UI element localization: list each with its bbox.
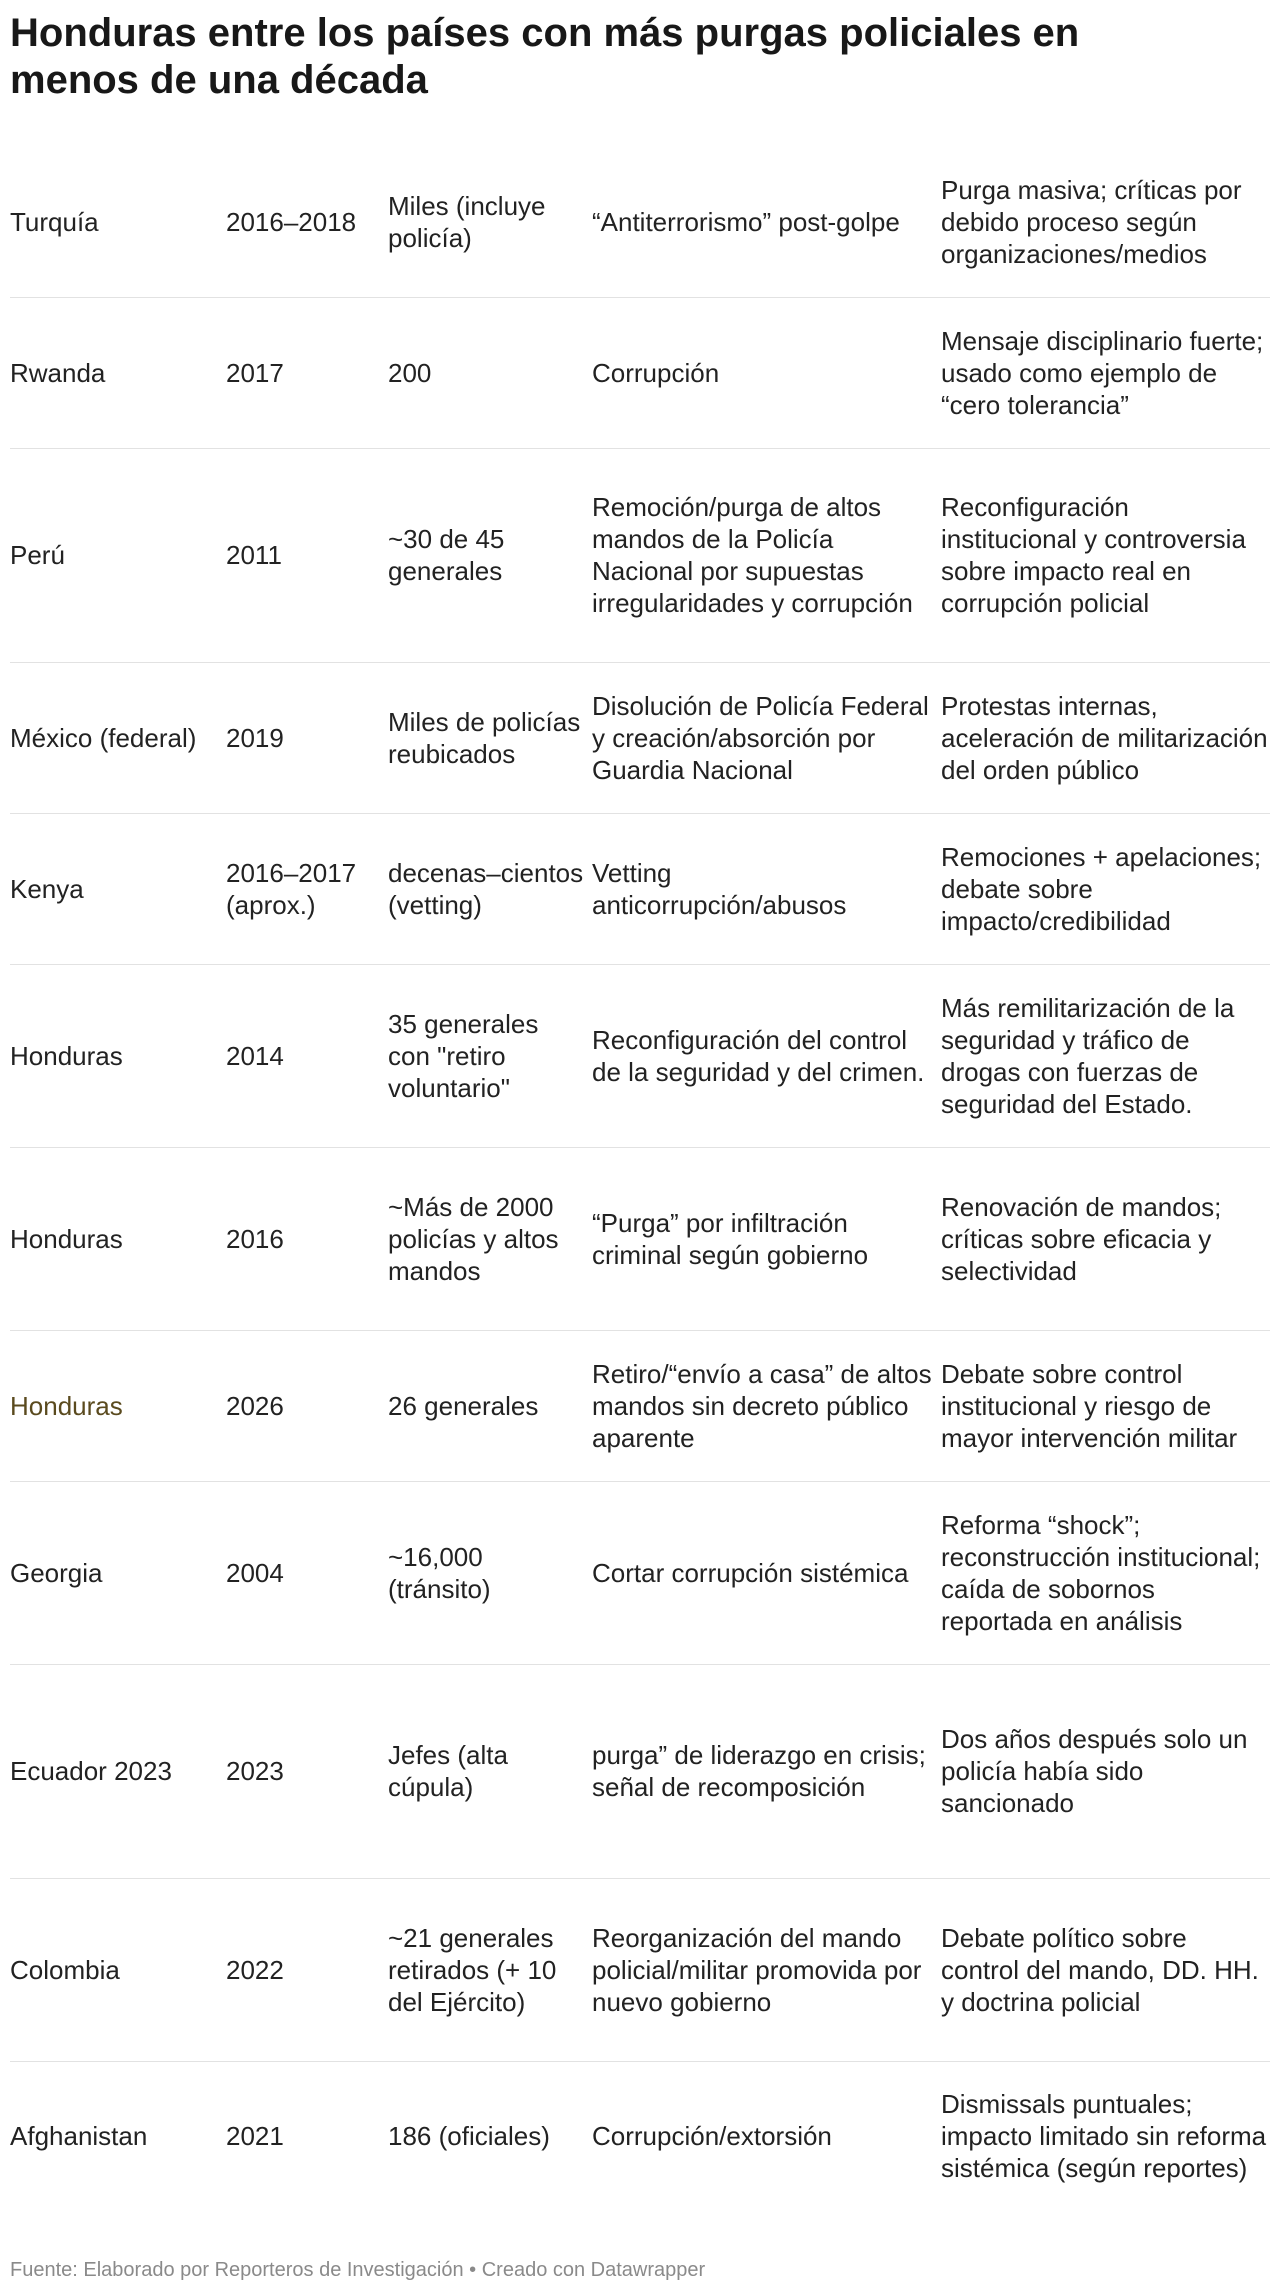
cell-reason: Vetting anticorrupción/abusos — [592, 813, 941, 964]
cell-year: 2016–2017 (aprox.) — [226, 813, 388, 964]
cell-count: Miles (incluye policía) — [388, 147, 592, 297]
cell-country: Ecuador 2023 — [10, 1664, 226, 1878]
cell-country: Colombia — [10, 1878, 226, 2061]
cell-outcome: Debate sobre control institucional y riesgo de mayor intervención militar — [941, 1330, 1270, 1481]
table-row — [10, 1664, 1270, 1878]
table-row — [10, 2061, 1270, 2211]
table-row — [10, 1878, 1270, 2061]
cell-reason: Corrupción — [592, 297, 941, 448]
cell-count: 26 generales — [388, 1330, 592, 1481]
cell-count: ~21 generales retirados (+ 10 del Ejército) — [388, 1878, 592, 2061]
cell-year: 2026 — [226, 1330, 388, 1481]
cell-count: Jefes (alta cúpula) — [388, 1664, 592, 1878]
table-row — [10, 1147, 1270, 1330]
cell-year: 2019 — [226, 662, 388, 813]
cell-outcome: Reconfiguración institucional y controversia sobre impacto real en corrupción policial — [941, 448, 1270, 662]
page — [10, 0, 1268, 2281]
cell-year: 2004 — [226, 1481, 388, 1664]
cell-outcome: Protestas internas, aceleración de militarización del orden público — [941, 662, 1270, 813]
table-row — [10, 448, 1270, 662]
cell-count: 186 (oficiales) — [388, 2121, 550, 2152]
cell-country: México (federal) — [10, 662, 226, 813]
cell-reason: Reorganización del mando policial/militar promovida por nuevo gobierno — [592, 1878, 941, 2061]
cell-reason: Remoción/purga de altos mandos de la Policía Nacional por supuestas irregularidades y corrupción — [592, 448, 941, 662]
table-row-highlighted — [10, 1330, 1270, 1481]
table-row — [10, 662, 1270, 813]
cell-reason: Corrupción/extorsión — [592, 2121, 832, 2152]
table-row — [10, 147, 1270, 297]
cell-outcome: Renovación de mandos; críticas sobre eficacia y selectividad — [941, 1147, 1270, 1330]
cell-outcome: Purga masiva; críticas por debido proceso según organizaciones/medios — [941, 147, 1270, 297]
cell-count: Miles de policías reubicados — [388, 662, 592, 813]
cell-year: 2022 — [226, 1878, 388, 2061]
cell-country: Perú — [10, 448, 226, 662]
cell-country: Honduras — [10, 1147, 226, 1330]
cell-outcome: Remociones + apelaciones; debate sobre impacto/credibilidad — [941, 813, 1270, 964]
cell-outcome: Más remilitarización de la seguridad y tráfico de drogas con fuerzas de seguridad del Estado. — [941, 964, 1270, 1147]
cell-country: Kenya — [10, 813, 226, 964]
cell-country: Afghanistan — [10, 2121, 148, 2152]
cell-year: 2014 — [226, 964, 388, 1147]
cell-year: 2021 — [226, 2121, 284, 2152]
cell-count: ~30 de 45 generales — [388, 448, 592, 662]
cell-count: ~Más de 2000 policías y altos mandos — [388, 1147, 592, 1330]
cell-reason: Reconfiguración del control de la seguridad y del crimen. — [592, 964, 941, 1147]
cell-outcome: Debate político sobre control del mando, DD. HH. y doctrina policial — [941, 1878, 1270, 2061]
cell-count: decenas–cientos (vetting) — [388, 813, 592, 964]
table-row — [10, 297, 1270, 448]
cell-count: 200 — [388, 297, 592, 448]
cell-outcome: Reforma “shock”; reconstrucción institucional; caída de sobornos reportada en análisis — [941, 1481, 1270, 1664]
cell-year: 2016–2018 — [226, 147, 388, 297]
cell-count: ~16,000 (tránsito) — [388, 1481, 592, 1664]
cell-country: Honduras — [10, 964, 226, 1147]
cell-reason: purga” de liderazgo en crisis; señal de recomposición — [592, 1664, 941, 1878]
chart-title: Honduras entre los países con más purgas policiales en menos de una década — [10, 11, 1080, 102]
cell-outcome: Mensaje disciplinario fuerte; usado como ejemplo de “cero tolerancia” — [941, 297, 1270, 448]
cell-year: 2017 — [226, 297, 388, 448]
cell-country: Georgia — [10, 1481, 226, 1664]
cell-year: 2016 — [226, 1147, 388, 1330]
data-table — [10, 147, 1270, 2211]
table-container[interactable] — [10, 147, 1268, 2211]
cell-reason: “Antiterrorismo” post-golpe — [592, 147, 941, 297]
source-footer: Fuente: Elaborado por Reporteros de Investigación • Creado con Datawrapper — [10, 2259, 706, 2281]
cell-outcome: Dos años después solo un policía había sido sancionado — [941, 1664, 1270, 1878]
cell-reason: Retiro/“envío a casa” de altos mandos sin decreto público aparente — [592, 1330, 941, 1481]
cell-reason: “Purga” por infiltración criminal según gobierno — [592, 1147, 941, 1330]
cell-count: 35 generales con "retiro voluntario" — [388, 964, 592, 1147]
cell-country: Turquía — [10, 147, 226, 297]
cell-country: Honduras — [10, 1330, 226, 1481]
cell-year: 2011 — [226, 448, 388, 662]
cell-outcome: Dismissals puntuales; impacto limitado sin reforma sistémica (según reportes) — [941, 2089, 1267, 2184]
table-row — [10, 813, 1270, 964]
cell-year: 2023 — [226, 1664, 388, 1878]
cell-reason: Disolución de Policía Federal y creación/absorción por Guardia Nacional — [592, 662, 941, 813]
cell-reason: Cortar corrupción sistémica — [592, 1481, 941, 1664]
cell-country: Rwanda — [10, 297, 226, 448]
table-row — [10, 964, 1270, 1147]
table-row — [10, 1481, 1270, 1664]
